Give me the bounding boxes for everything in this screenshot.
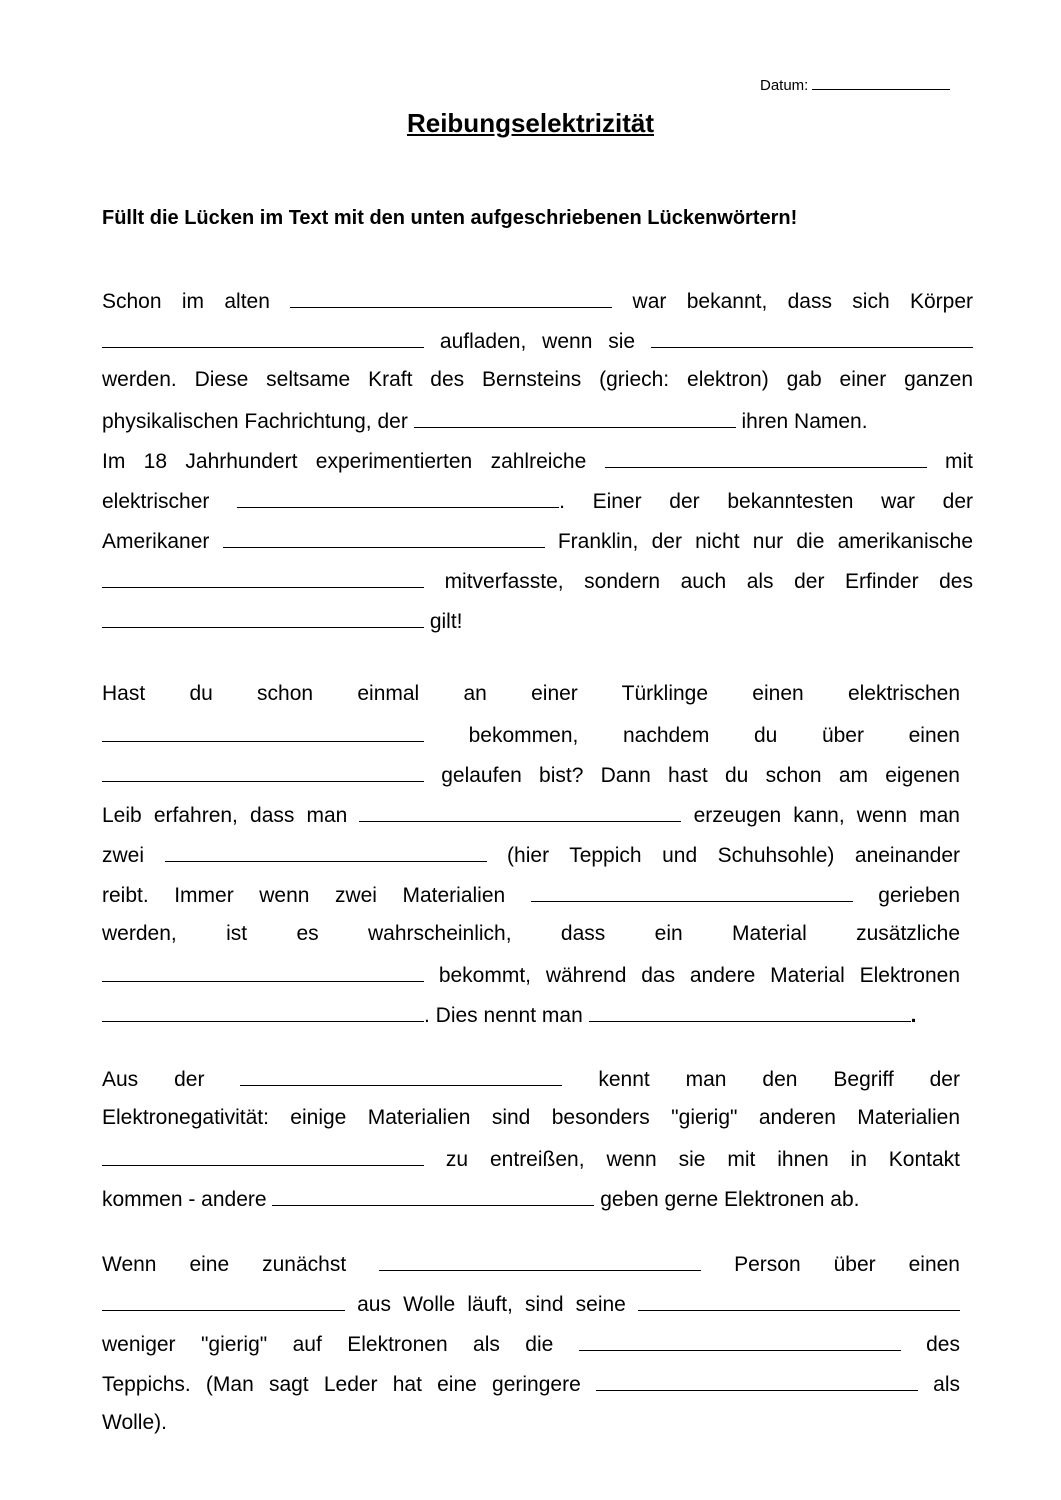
- text-segment: aus Wolle läuft, sind seine: [345, 1293, 638, 1316]
- text-segment: Im 18 Jahrhundert experimentierten zahlreiche: [102, 450, 605, 473]
- text-line: [102, 1290, 960, 1318]
- text-segment: . Dies nennt man: [424, 1004, 589, 1027]
- text-segment: Aus der: [102, 1068, 241, 1091]
- text-segment: Teppichs. (Man sagt Leder hat eine geringere: [102, 1373, 596, 1396]
- text-segment: werden, ist es wahrscheinlich, dass ein Material zusätzliche: [102, 922, 960, 945]
- text-line: [102, 447, 973, 475]
- text-segment: Wolle).: [102, 1411, 167, 1434]
- text-line: [102, 287, 973, 315]
- text-line: [102, 1250, 960, 1278]
- text-line: [102, 761, 960, 789]
- blank-field: [102, 1290, 345, 1311]
- text-line: [102, 1370, 960, 1398]
- blank-field: [240, 1065, 562, 1086]
- blank-field: [102, 761, 424, 782]
- text-segment: werden. Diese seltsame Kraft des Bernsteins (griech: elektron) gab einer ganzen: [102, 368, 973, 391]
- text-segment: gilt!: [424, 610, 463, 633]
- blank-field: [651, 327, 973, 348]
- blank-field: [102, 327, 424, 348]
- blank-field: [165, 841, 487, 862]
- text-line: [102, 961, 960, 989]
- text-line: [102, 367, 973, 393]
- text-line: [102, 841, 960, 869]
- blank-field: [290, 287, 612, 308]
- text-segment: des: [900, 1333, 960, 1356]
- text-line: [102, 487, 973, 515]
- text-segment: zwei: [102, 844, 165, 867]
- text-line: [102, 1145, 960, 1173]
- blank-field: [102, 1145, 424, 1166]
- blank-field: [223, 527, 545, 548]
- text-line: [102, 607, 973, 635]
- text-segment: Amerikaner: [102, 530, 223, 553]
- page-title: Reibungselektrizität: [406, 108, 655, 138]
- blank-field: [379, 1250, 701, 1271]
- text-segment: mit: [926, 450, 973, 473]
- text-segment: mitverfasste, sondern auch als der Erfinder des: [424, 570, 973, 593]
- text-segment: erzeugen kann, wenn man: [681, 804, 960, 827]
- text-line: [102, 1001, 960, 1029]
- text-line: [102, 681, 960, 707]
- blank-field: [596, 1370, 918, 1391]
- blank-field: [102, 961, 424, 982]
- text-line: [102, 881, 960, 909]
- text-line: [102, 721, 960, 749]
- date-blank: [812, 89, 950, 90]
- blank-field: [272, 1185, 594, 1206]
- blank-field: [589, 1001, 911, 1022]
- text-segment: bekommt, während das andere Material Elektronen: [424, 964, 960, 987]
- date-label: Datum:: [760, 77, 809, 94]
- text-segment: gerieben: [852, 884, 960, 907]
- text-segment: Person über einen: [701, 1253, 960, 1276]
- text-segment: zu entreißen, wenn sie mit ihnen in Kontakt: [424, 1148, 960, 1171]
- text-segment: Franklin, der nicht nur die amerikanische: [544, 530, 974, 553]
- blank-field: [102, 607, 424, 628]
- blank-field: [579, 1330, 901, 1351]
- text-line: [102, 1410, 960, 1436]
- text-segment: geben gerne Elektronen ab.: [594, 1188, 860, 1211]
- text-segment: physikalischen Fachrichtung, der: [102, 410, 414, 433]
- text-segment: Leib erfahren, dass man: [102, 804, 360, 827]
- blank-field: [605, 447, 927, 468]
- blank-field: [102, 721, 424, 742]
- text-line: [102, 801, 960, 829]
- text-line: [102, 567, 973, 595]
- blank-field: [531, 881, 853, 902]
- text-line: [102, 327, 973, 355]
- instruction: Füllt die Lücken im Text mit den unten aufgeschriebenen Lückenwörtern!: [102, 207, 798, 229]
- blank-field: [102, 567, 424, 588]
- text-segment: elektrischer: [102, 490, 238, 513]
- text-line: [102, 1330, 960, 1358]
- text-line: [102, 1065, 960, 1093]
- text-segment: als: [917, 1373, 960, 1396]
- text-segment: reibt. Immer wenn zwei Materialien: [102, 884, 531, 907]
- text-line: [102, 527, 973, 555]
- text-line: [102, 1105, 960, 1131]
- text-segment: weniger "gierig" auf Elektronen als die: [102, 1333, 579, 1356]
- text-segment: war bekannt, dass sich Körper: [612, 290, 974, 313]
- text-segment: . Einer der bekanntesten war der: [559, 490, 973, 513]
- text-line: [102, 407, 973, 435]
- blank-field: [638, 1290, 960, 1311]
- blank-field: [414, 407, 736, 428]
- text-segment: Elektronegativität: einige Materialien sind besonders "gierig" anderen Materialien: [102, 1106, 960, 1129]
- text-segment: .: [910, 1004, 917, 1027]
- text-segment: Wenn eine zunächst: [102, 1253, 380, 1276]
- text-line: [102, 921, 960, 947]
- text-segment: Schon im alten: [102, 290, 291, 313]
- blank-field: [237, 487, 559, 508]
- text-segment: kennt man den Begriff der: [562, 1068, 960, 1091]
- text-segment: aufladen, wenn sie: [424, 330, 651, 353]
- text-segment: ihren Namen.: [735, 410, 868, 433]
- date-field: [760, 77, 950, 94]
- text-segment: bekommen, nachdem du über einen: [424, 724, 960, 747]
- blank-field: [102, 1001, 424, 1022]
- text-segment: Hast du schon einmal an einer Türklinge einen elektrischen: [102, 682, 960, 705]
- text-segment: gelaufen bist? Dann hast du schon am eigenen: [424, 764, 960, 787]
- text-line: [102, 1185, 960, 1213]
- blank-field: [359, 801, 681, 822]
- text-segment: (hier Teppich und Schuhsohle) aneinander: [486, 844, 960, 867]
- text-segment: kommen - andere: [102, 1188, 273, 1211]
